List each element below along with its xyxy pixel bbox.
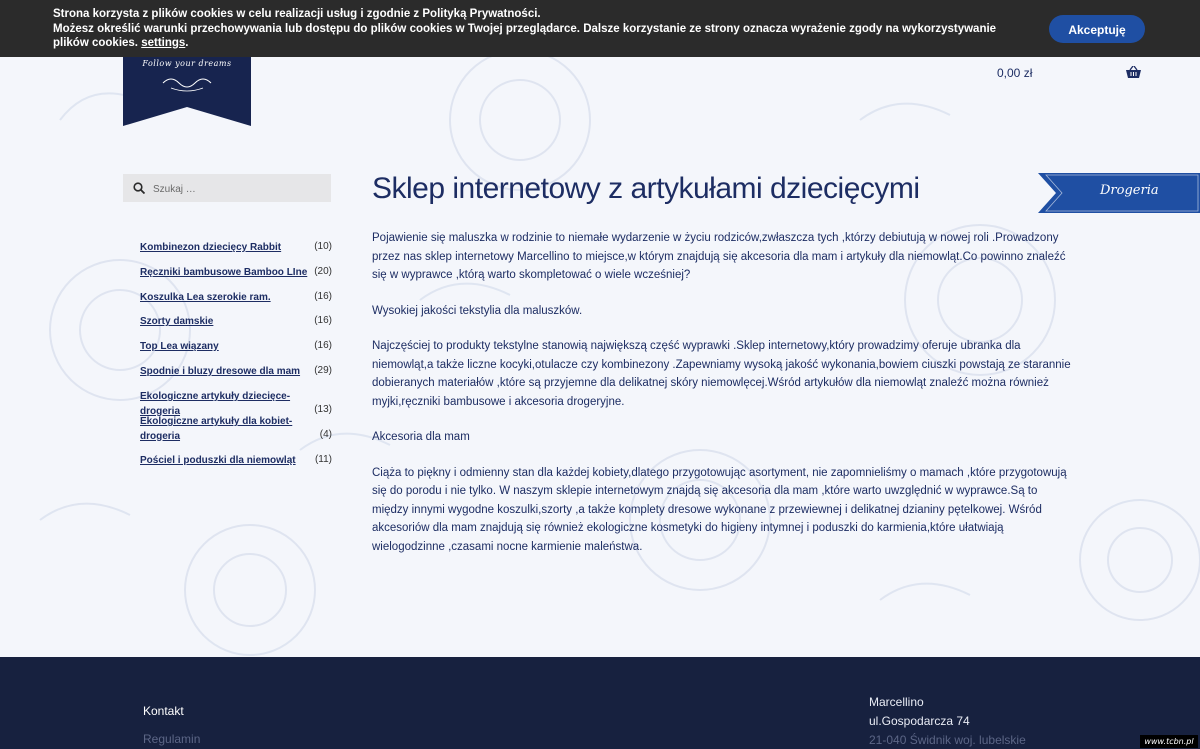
footer-street: ul.Gospodarcza 74: [869, 714, 970, 728]
category-count: (16): [314, 315, 332, 326]
footer-city: 21-040 Świdnik woj. lubelskie: [869, 733, 1026, 747]
drogeria-tag[interactable]: [1038, 173, 1200, 213]
cookie-line-1: Strona korzysta z plików cookies w celu realizacji usług i zgodnie z Polityką Prywatności.: [53, 8, 541, 20]
category-count: (29): [314, 365, 332, 376]
category-count: (11): [314, 454, 332, 465]
category-count: (10): [314, 241, 332, 252]
category-link[interactable]: Szorty damskie: [140, 316, 214, 327]
category-link[interactable]: Top Lea wiązany: [140, 341, 219, 352]
footer: [0, 657, 1200, 749]
search-input[interactable]: [151, 178, 325, 200]
footer-link-regulamin[interactable]: Regulamin: [143, 732, 201, 746]
category-count: (13): [314, 404, 332, 415]
cookie-line-2: Możesz określić warunki przechowywania lub dostępu do plików cookies w Twojej przeglądarce. Dalsze korzystanie ze strony oznacza wyrażenie zgody na wykorzystywanie plików cookies.: [53, 22, 997, 49]
footer-link-kontakt[interactable]: Kontakt: [143, 704, 184, 718]
watermark: www.tcbn.pl: [1140, 735, 1198, 748]
category-link[interactable]: Pościel i poduszki dla niemowląt: [140, 455, 296, 466]
drogeria-label: Drogeria: [1100, 183, 1159, 198]
category-count: (16): [314, 291, 332, 302]
category-count: (4): [319, 429, 332, 440]
logo-tagline: Follow your dreams: [142, 59, 232, 68]
category-link[interactable]: Ekologiczne artykuły dla kobiet-drogeria: [140, 416, 293, 442]
category-item: [140, 415, 332, 444]
category-item: [140, 291, 332, 306]
content-paragraph: Pojawienie się maluszka w rodzinie to niemałe wydarzenie w życiu rodziców,zwłaszcza tych ,którzy debiutują w nowej roli .Prowadzony przez nas sklep internetowy Marcellino to miejsce,w którym znajdują się akcesoria dla mam i artykuły dla niemowląt.Co powinno znaleźć się w wyprawce ,którą warto skompletować o wiele wcześniej?: [372, 232, 1066, 281]
category-item: [140, 365, 332, 380]
cookie-settings-link[interactable]: settings: [141, 37, 186, 49]
main-content: [372, 229, 1076, 573]
search-box: [123, 174, 331, 202]
content-paragraph: Najczęściej to produkty tekstylne stanowią największą część wyprawki .Sklep internetowy,który prowadzimy oferuje ubranka dla niemowląt,a także liczne kocyki,otulacze czy kombinezony .Zapewniamy wysoką jakość wykonania,bowiem ciuszki powstają ze starannie dobieranych materiałów ,które są przyjemne dla delikatnej skóry niemowlęcej.Wśród artykułów dla niemowląt znaleźć można również myjki,ręczniki bambusowe i akcesoria drogeryjne.: [372, 340, 1071, 408]
category-item: [140, 315, 332, 330]
category-link[interactable]: Koszulka Lea szerokie ram.: [140, 292, 271, 303]
category-item: [140, 241, 332, 256]
category-count: (16): [314, 340, 332, 351]
cookie-banner: [0, 0, 1200, 57]
category-item: [140, 454, 332, 469]
search-icon: [133, 182, 145, 194]
cart-total[interactable]: 0,00 zł: [997, 66, 1033, 80]
category-item: [140, 340, 332, 355]
category-item: [140, 266, 332, 281]
category-link[interactable]: Kombinezon dziecięcy Rabbit: [140, 242, 282, 253]
basket-icon[interactable]: [1126, 66, 1141, 79]
accept-cookies-button[interactable]: Akceptuję: [1049, 15, 1145, 43]
page-title: Sklep internetowy z artykułami dziecięcymi: [372, 172, 920, 205]
category-link[interactable]: Ręczniki bambusowe Bamboo LIne: [140, 267, 308, 278]
content-paragraph: Ciąża to piękny i odmienny stan dla każdej kobiety,dlatego przygotowując asortyment, nie zapomnieliśmy o mamach ,które przygotowują się do porodu i nie tylko. W naszym sklepie internetowym znajdą się akcesoria dla mam ,które warto uwzględnić w wyprawce.Są to między innymi wygodne koszulki,szorty ,a także komplety dresowe wykonane z przewiewnej i delikatnej dzianiny pętelkowej. Wśród akcesoriów dla mam znajdują się również ekologiczne kosmetyki do higieny intymnej i poduszki do karmienia,które ułatwiają wielogodzinne ,czasami nocne karmienie maleństwa.: [372, 466, 1067, 553]
cookie-message: Strona korzysta z plików cookies w celu realizacji usług i zgodnie z Polityką Prywatności. Możesz określić warunki przechowywania lub dostępu do plików cookies w Twojej przeglądarce. Dalsze korzystanie ze strony oznacza wyrażenie zgody na wykorzystywanie plików cookies. settings.: [53, 7, 1003, 51]
site-logo[interactable]: [123, 57, 251, 127]
footer-company-name: Marcellino: [869, 695, 924, 709]
content-heading: Akcesoria dla mam: [372, 431, 470, 443]
category-link[interactable]: Ekologiczne artykuły dziecięce-drogeria: [140, 391, 291, 417]
content-paragraph: Wysokiej jakości tekstylia dla maluszków.: [372, 304, 583, 317]
category-count: (20): [314, 266, 332, 277]
category-link[interactable]: Spodnie i bluzy dresowe dla mam: [140, 366, 301, 377]
